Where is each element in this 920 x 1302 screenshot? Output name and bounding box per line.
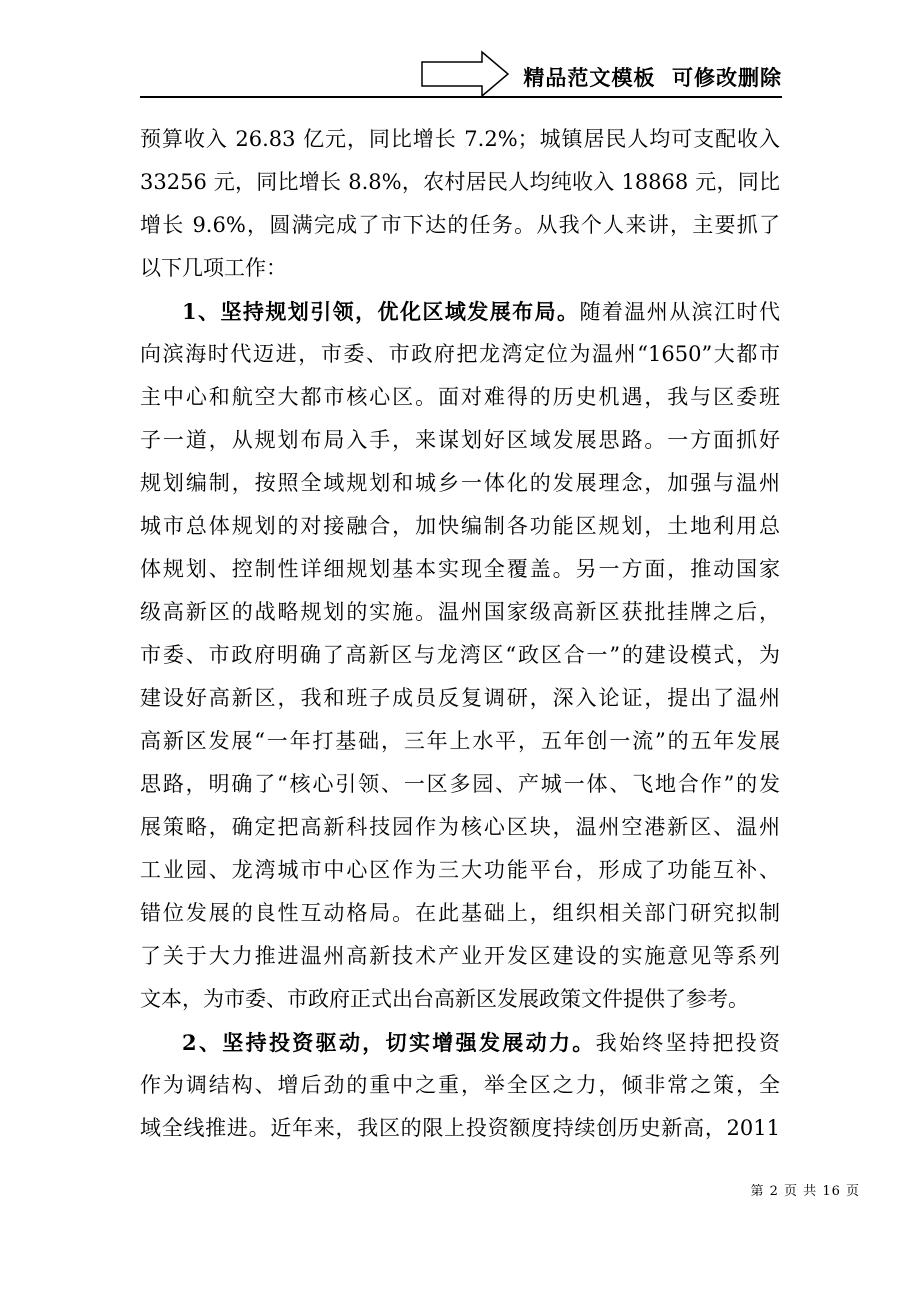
paragraph-line: 体规划、控制性详细规划基本实现全覆盖。另一方面，推动国家	[140, 557, 780, 581]
paragraph-line: 思路，明确了“核心引领、一区多园、产城一体、飞地合作”的发	[140, 772, 780, 796]
paragraph-line: 城市总体规划的对接融合，加快编制各功能区规划，土地利用总	[140, 514, 780, 538]
paragraph-line: 错位发展的良性互动格局。在此基础上，组织相关部门研究拟制	[140, 901, 780, 925]
paragraph-line: 33256 元，同比增长 8.8%，农村居民人均纯收入 18868 元，同比	[140, 170, 780, 194]
paragraph-line: 作为调结构、增后劲的重中之重，举全区之力，倾非常之策，全	[140, 1073, 780, 1097]
paragraph-line: 市委、市政府明确了高新区与龙湾区“政区合一”的建设模式，为	[140, 643, 780, 667]
page-number-footer: 第 2 页 共 16 页	[750, 1184, 860, 1199]
paragraph-line: 以下几项工作：	[140, 256, 287, 280]
header-divider	[140, 96, 782, 98]
paragraph-line: 高新区发展“一年打基础，三年上水平，五年创一流”的五年发展	[140, 729, 780, 753]
paragraph-line: 工业园、龙湾城市中心区作为三大功能平台，形成了功能互补、	[140, 858, 780, 882]
paragraph-line: 展策略，确定把高新科技园作为核心区块，温州空港新区、温州	[140, 815, 780, 839]
document-body	[140, 118, 780, 1150]
section-2-first-line	[140, 1021, 780, 1064]
page-header	[140, 50, 782, 98]
paragraph-line: 级高新区的战略规划的实施。温州国家级高新区获批挂牌之后，	[140, 600, 780, 624]
paragraph-line: 增长 9.6%，圆满完成了市下达的任务。从我个人来讲，主要抓了	[140, 213, 780, 237]
paragraph-line: 文本，为市委、市政府正式出台高新区发展政策文件提供了参考。	[140, 987, 749, 1011]
section-heading-2: 2、坚持投资驱动，切实增强发展动力。	[182, 1030, 596, 1055]
paragraph-line: 主中心和航空大都市核心区。面对难得的历史机遇，我与区委班	[140, 385, 780, 409]
paragraph-line: 域全线推进。近年来，我区的限上投资额度持续创历史新高，2011	[140, 1116, 780, 1140]
paragraph-line: 向滨海时代迈进，市委、市政府把龙湾定位为温州“1650”大都市	[140, 342, 780, 366]
paragraph-line: 子一道，从规划布局入手，来谋划好区域发展思路。一方面抓好	[140, 428, 780, 452]
header-title: 精品范文模板 可修改删除	[523, 66, 782, 90]
paragraph-line: 了关于大力推进温州高新技术产业开发区建设的实施意见等系列	[140, 944, 780, 968]
arrow-right-icon	[420, 50, 510, 98]
paragraph-text: 随着温州从滨江时代	[579, 300, 780, 324]
section-1-first-line	[140, 290, 780, 333]
section-heading-1: 1、坚持规划引领，优化区域发展布局。	[182, 299, 580, 324]
paragraph-text: 我始终坚持把投资	[595, 1031, 780, 1055]
paragraph-line: 规划编制，按照全域规划和城乡一体化的发展理念，加强与温州	[140, 471, 780, 495]
paragraph-line: 建设好高新区，我和班子成员反复调研，深入论证，提出了温州	[140, 686, 780, 710]
paragraph-line: 预算收入 26.83 亿元，同比增长 7.2%；城镇居民人均可支配收入	[140, 127, 780, 151]
